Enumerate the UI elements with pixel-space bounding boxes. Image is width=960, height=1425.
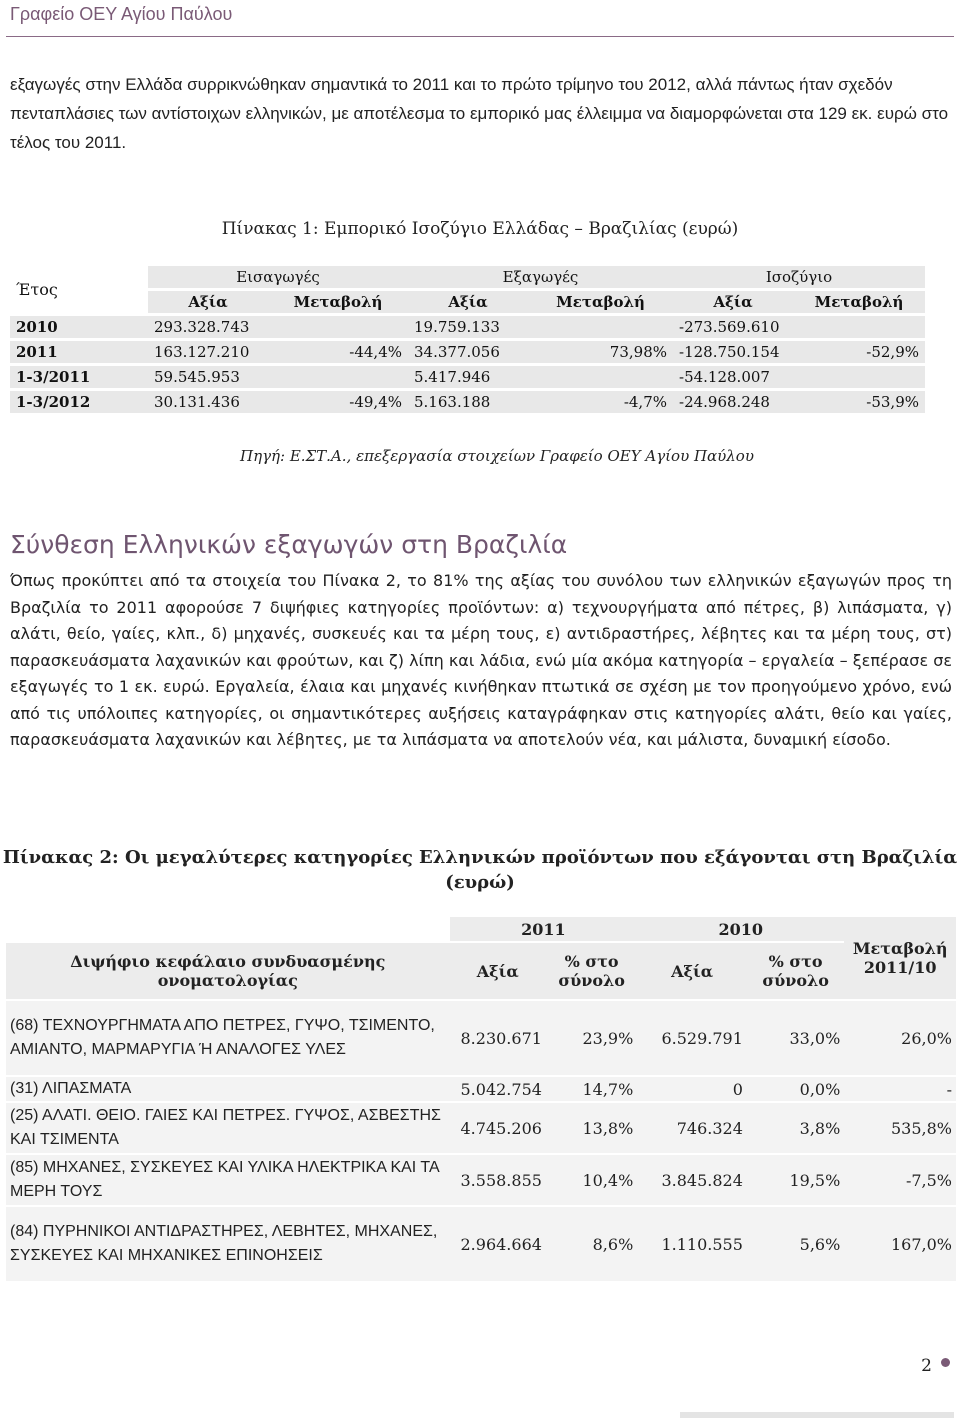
change-value: 26,0% <box>844 1001 956 1075</box>
balance-change: -53,9% <box>793 391 925 413</box>
table2-title <box>0 845 960 895</box>
row-year: 2010 <box>10 316 148 338</box>
exports-change <box>528 316 673 338</box>
exports-change <box>528 366 673 388</box>
imports-value: 163.127.210 <box>148 341 268 363</box>
change-value: -7,5% <box>844 1155 956 1205</box>
table-row <box>6 1001 956 1075</box>
exports-change: -4,7% <box>528 391 673 413</box>
value-2010: 746.324 <box>637 1103 747 1153</box>
category-name: (25) ΑΛΑΤΙ. ΘΕΙΟ. ΓΑΙΕΣ ΚΑΙ ΠΕΤΡΕΣ. ΓΥΨΟΣ, ΑΣΒΕΣΤΗΣ ΚΑΙ ΤΣΙΜΕΝΤΑ <box>6 1103 450 1153</box>
table-row <box>6 1103 956 1153</box>
exports-value: 5.163.188 <box>408 391 528 413</box>
subheader-value: Αξία <box>673 291 793 313</box>
section-paragraph: Όπως προκύπτει από τα στοιχεία του Πίνακα 2, το 81% της αξίας του συνόλου των ελληνικών εξαγωγών προς τη Βραζιλία το 2011 αφορούσε 7 διψήφιες κατηγορίες προϊόντων: α) τεχνουργήματα από πέτρες, β) λιπάσματα, γ) αλάτι, θείο, γαίες, κλπ., δ) μηχανές, συσκευές και τα μέρη τους, ε) αντιδραστήρες, λέβητες και τα μέρη τους, στ) παρασκευάσματα λαχανικών και φρούτων, και ζ) λίπη και λάδια, ενώ μία ακόμα κατηγορία – εργαλεία – ξεπέρασε σε εξαγωγές το 1 εκ. ευρώ. Εργαλεία, έλαια και μηχανές κινήθηκαν πτωτικά σε σχέση με τον προηγούμενο χρόνο, ενώ από τις υπόλοιπες κατηγορίες, οι σημαντικότερες αυξήσεις καταγράφηκαν στις κατηγορίες αλάτι, θείο και γαίες, παρασκευάσματα λαχανικών και λέβητες, με τα λιπάσματα να αποτελούν νέα, και μάλιστα, δυναμική είσοδο. <box>10 571 952 749</box>
category-header: Διψήφιο κεφάλαιο συνδυασμένης ονοματολογίας <box>6 943 450 999</box>
balance-value: -24.968.248 <box>673 391 793 413</box>
table2-title-line1: Πίνακας 2: Οι μεγαλύτερες κατηγορίες Ελληνικών προϊόντων που εξάγονται στη Βραζιλία <box>2 847 958 868</box>
balance-value: -128.750.154 <box>673 341 793 363</box>
table-row <box>6 1077 956 1101</box>
table-row <box>6 1155 956 1205</box>
year-2011-header: 2011 <box>450 917 638 941</box>
balance-change <box>793 316 925 338</box>
subheader-value: Αξία <box>408 291 528 313</box>
imports-group-header: Εισαγωγές <box>148 266 408 288</box>
table-row <box>6 1207 956 1281</box>
table2-title-line2: (ευρώ) <box>445 872 515 893</box>
page-marker-dot <box>941 1358 950 1367</box>
trade-balance-table <box>10 263 925 416</box>
share-2011: 23,9% <box>546 1001 637 1075</box>
share-2011-header: % στο σύνολο <box>546 943 637 999</box>
row-year: 2011 <box>10 341 148 363</box>
category-name: (68) ΤΕΧΝΟΥΡΓΗΜΑΤΑ ΑΠΟ ΠΕΤΡΕΣ, ΓΥΨΟ, ΤΣΙΜΕΝΤΟ, ΑΜΙΑΝΤΟ, ΜΑΡΜΑΡΥΓΙΑ Ή ΑΝΑΛΟΓΕΣ ΥΛΕΣ <box>6 1001 450 1075</box>
share-2010: 0,0% <box>747 1077 844 1101</box>
balance-change: -52,9% <box>793 341 925 363</box>
header-divider <box>6 36 954 37</box>
share-2010: 33,0% <box>747 1001 844 1075</box>
exports-value: 5.417.946 <box>408 366 528 388</box>
table-row <box>10 391 925 413</box>
share-2010: 3,8% <box>747 1103 844 1153</box>
share-2010: 5,6% <box>747 1207 844 1281</box>
imports-change <box>268 316 408 338</box>
share-2011: 13,8% <box>546 1103 637 1153</box>
value-2010: 6.529.791 <box>637 1001 747 1075</box>
value-2011: 4.745.206 <box>450 1103 546 1153</box>
share-2011: 8,6% <box>546 1207 637 1281</box>
imports-value: 59.545.953 <box>148 366 268 388</box>
imports-change: -49,4% <box>268 391 408 413</box>
imports-value: 293.328.743 <box>148 316 268 338</box>
category-name: (31) ΛΙΠΑΣΜΑΤΑ <box>6 1077 450 1101</box>
year-2010-header: 2010 <box>637 917 844 941</box>
exports-group-header: Εξαγωγές <box>408 266 673 288</box>
balance-value: -54.128.007 <box>673 366 793 388</box>
value-2010: 3.845.824 <box>637 1155 747 1205</box>
value-2011-header: Αξία <box>450 943 546 999</box>
subheader-change: Μεταβολή <box>528 291 673 313</box>
share-2011: 10,4% <box>546 1155 637 1205</box>
export-categories-table <box>6 915 956 1283</box>
imports-value: 30.131.436 <box>148 391 268 413</box>
page-number: 2 <box>921 1356 932 1376</box>
change-value: 535,8% <box>844 1103 956 1153</box>
value-2011: 8.230.671 <box>450 1001 546 1075</box>
table-row <box>10 316 925 338</box>
header-spacer <box>6 917 450 941</box>
balance-value: -273.569.610 <box>673 316 793 338</box>
table-row <box>10 366 925 388</box>
category-name: (85) ΜΗΧΑΝΕΣ, ΣΥΣΚΕΥΕΣ ΚΑΙ ΥΛΙΚΑ ΗΛΕΚΤΡΙΚΑ ΚΑΙ ΤΑ ΜΕΡΗ ΤΟΥΣ <box>6 1155 450 1205</box>
exports-value: 19.759.133 <box>408 316 528 338</box>
balance-change <box>793 366 925 388</box>
imports-change: -44,4% <box>268 341 408 363</box>
exports-change: 73,98% <box>528 341 673 363</box>
share-2011: 14,7% <box>546 1077 637 1101</box>
exports-value: 34.377.056 <box>408 341 528 363</box>
year-column-header: Έτος <box>10 266 148 313</box>
value-2011: 3.558.855 <box>450 1155 546 1205</box>
row-year: 1-3/2011 <box>10 366 148 388</box>
value-2011: 2.964.664 <box>450 1207 546 1281</box>
footer-bar <box>680 1412 954 1418</box>
value-2010: 1.110.555 <box>637 1207 747 1281</box>
document-header-title: Γραφείο ΟΕΥ Αγίου Παύλου <box>10 4 233 24</box>
share-2010-header: % στο σύνολο <box>747 943 844 999</box>
row-year: 1-3/2012 <box>10 391 148 413</box>
share-2010: 19,5% <box>747 1155 844 1205</box>
change-value: - <box>844 1077 956 1101</box>
value-2011: 5.042.754 <box>450 1077 546 1101</box>
imports-change <box>268 366 408 388</box>
subheader-value: Αξία <box>148 291 268 313</box>
table1-source-note: Πηγή: Ε.ΣΤ.Α., επεξεργασία στοιχείων Γραφείο ΟΕΥ Αγίου Παύλου <box>240 447 754 465</box>
value-2010: 0 <box>637 1077 747 1101</box>
subheader-change: Μεταβολή <box>793 291 925 313</box>
section-heading: Σύνθεση Ελληνικών εξαγωγών στη Βραζιλία <box>10 530 568 559</box>
intro-paragraph: εξαγωγές στην Ελλάδα συρρικνώθηκαν σημαντικά το 2011 και το πρώτο τρίμηνο του 2012, αλλά πάντως ήταν σχεδόν πενταπλάσιες των αντίστοιχων ελληνικών, με αποτέλεσμα το εμπορικό μας έλλειμμα να διαμορφώνεται στα 129 εκ. ευρώ στο τέλος του 2011. <box>10 75 949 152</box>
category-name: (84) ΠΥΡΗΝΙΚΟΙ ΑΝΤΙΔΡΑΣΤΗΡΕΣ, ΛΕΒΗΤΕΣ, ΜΗΧΑΝΕΣ, ΣΥΣΚΕΥΕΣ ΚΑΙ ΜΗΧΑΝΙΚΕΣ ΕΠΙΝΟΗΣΕΙΣ <box>6 1207 450 1281</box>
change-header: Μεταβολή 2011/10 <box>844 917 956 999</box>
value-2010-header: Αξία <box>637 943 747 999</box>
subheader-change: Μεταβολή <box>268 291 408 313</box>
table1-title: Πίνακας 1: Εμπορικό Ισοζύγιο Ελλάδας – Βραζιλίας (ευρώ) <box>221 219 739 239</box>
balance-group-header: Ισοζύγιο <box>673 266 925 288</box>
change-value: 167,0% <box>844 1207 956 1281</box>
table-row <box>10 341 925 363</box>
